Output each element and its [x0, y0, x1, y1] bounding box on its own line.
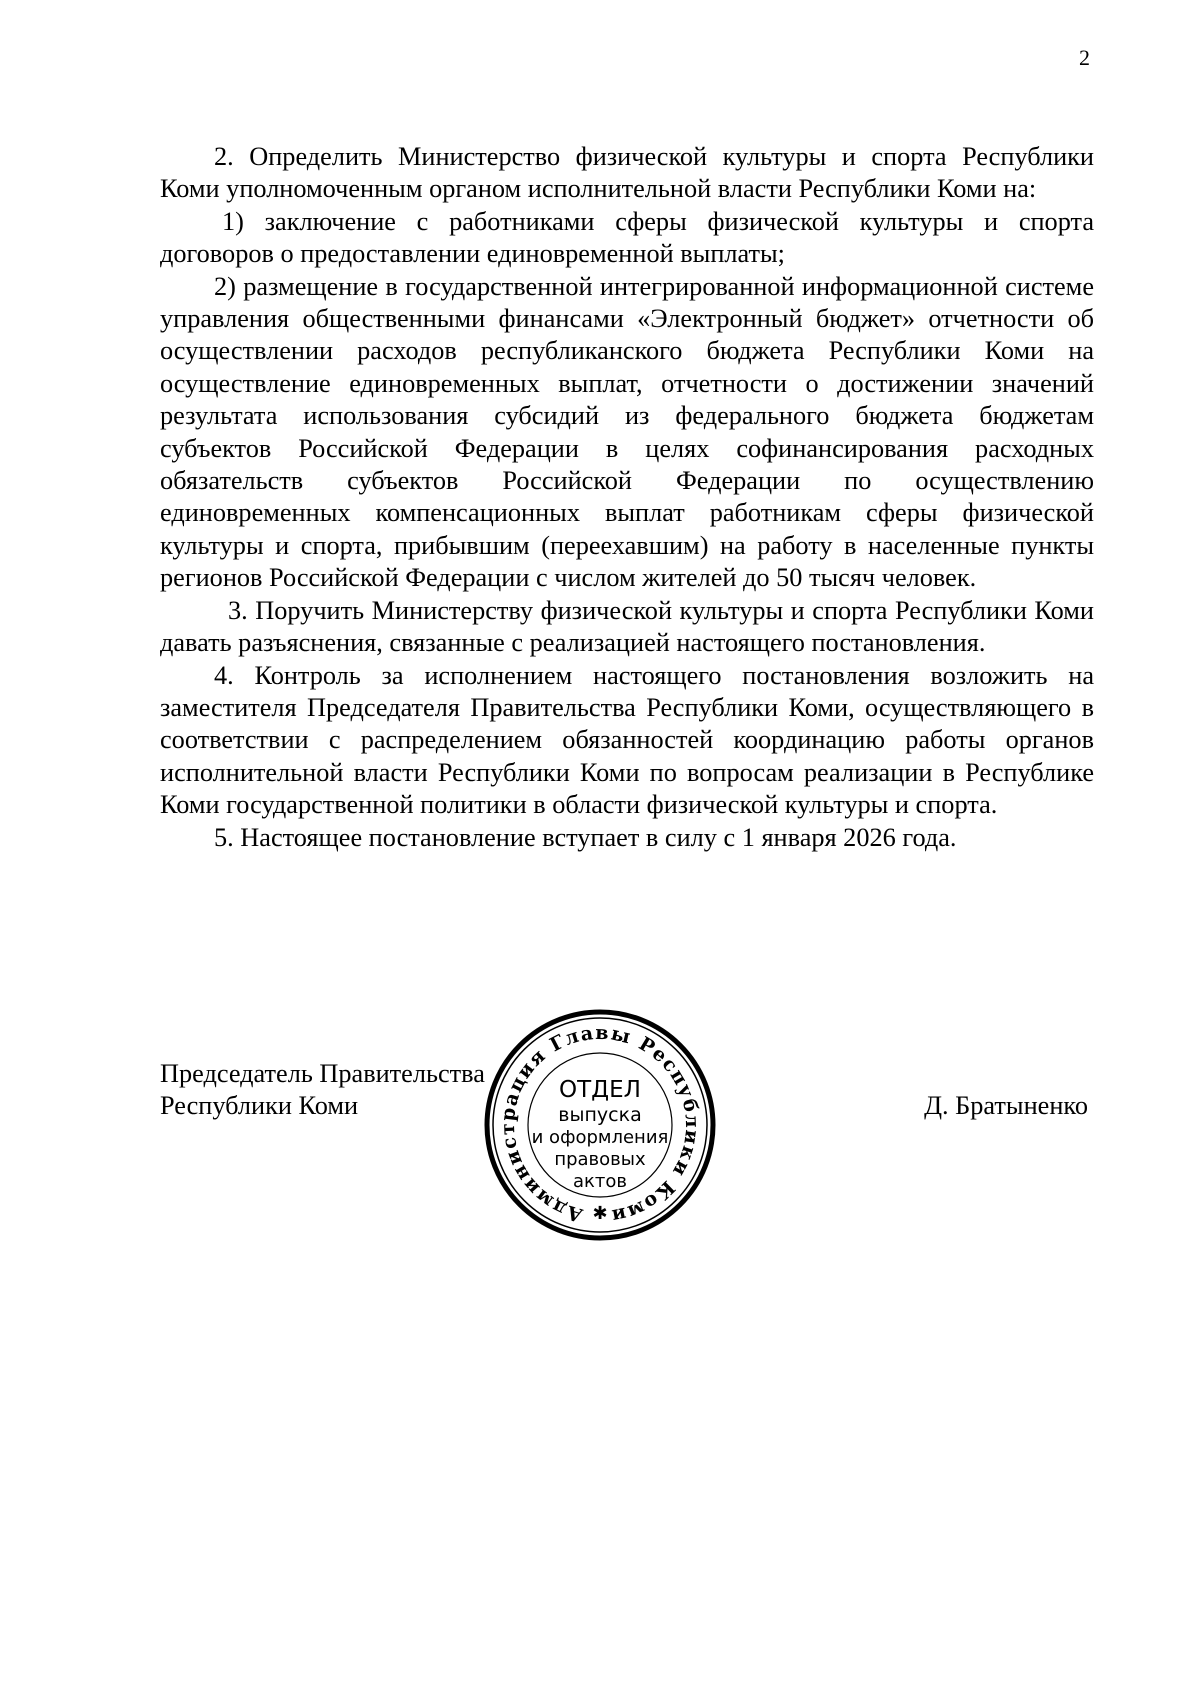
- paragraph-subitem-1: 1) заключение с работниками сферы физической культуры и спорта договоров о предоставлении единовременной выплаты;: [160, 206, 1094, 269]
- signature-block: [160, 1058, 485, 1123]
- seal-star-icon: ✱: [592, 1203, 608, 1224]
- page-number: 2: [1079, 45, 1090, 70]
- seal-center-line-1: ОТДЕЛ: [559, 1077, 641, 1103]
- seal-center-line-3: и оформления: [531, 1127, 669, 1148]
- signer-title-line2: Республики Коми: [160, 1091, 359, 1121]
- official-seal: [480, 1005, 720, 1245]
- paragraph-item-2: 2. Определить Министерство физической культуры и спорта Республики Коми уполномоченным органом исполнительной власти Республики Коми на:: [160, 142, 1094, 204]
- document-body: [160, 141, 1094, 854]
- seal-center: [532, 1077, 669, 1192]
- seal-center-line-2: выпуска: [558, 1104, 642, 1126]
- seal-center-line-5: актов: [572, 1171, 628, 1192]
- paragraph-item-5: 5. Настоящее постановление вступает в силу с 1 января 2026 года.: [214, 822, 957, 852]
- seal-graphic: [480, 1005, 720, 1245]
- seal-center-line-4: правовых: [554, 1149, 646, 1170]
- seal-ring-text: Администрация Главы Республики Коми: [496, 1021, 704, 1228]
- signer-name: Д. Братыненко: [924, 1091, 1088, 1120]
- paragraph-item-4: 4. Контроль за исполнением настоящего постановления возложить на заместителя Председателя Правительства Республики Коми, осуществляющего в соответствии с распределением обязанностей координацию работы органов исполнительной власти Республики Коми по вопросам реализации в Республике Коми государственной политики в области физической культуры и спорта.: [160, 660, 1094, 820]
- signer-title-line1: Председатель Правительства: [160, 1059, 485, 1088]
- paragraph-item-3: 3. Поручить Министерству физической культуры и спорта Республики Коми давать разъяснения, связанные с реализацией настоящего постановления.: [160, 595, 1094, 658]
- paragraph-subitem-2: 2) размещение в государственной интегрированной информационной системе управления общественными финансами «Электронный бюджет» отчетности об осуществлении расходов республиканского бюджета Республики Коми на осуществление единовременных выплат, отчетности о достижении значений результата использования субсидий из федерального бюджета бюджетам субъектов Российской Федерации в целях софинансирования расходных обязательств субъектов Российской Федерации по осуществлению единовременных компенсационных выплат работникам сферы физической культуры и спорта, прибывшим (переехавшим) на работу в населенные пункты регионов Российской Федерации с числом жителей до 50 тысяч человек.: [160, 271, 1094, 593]
